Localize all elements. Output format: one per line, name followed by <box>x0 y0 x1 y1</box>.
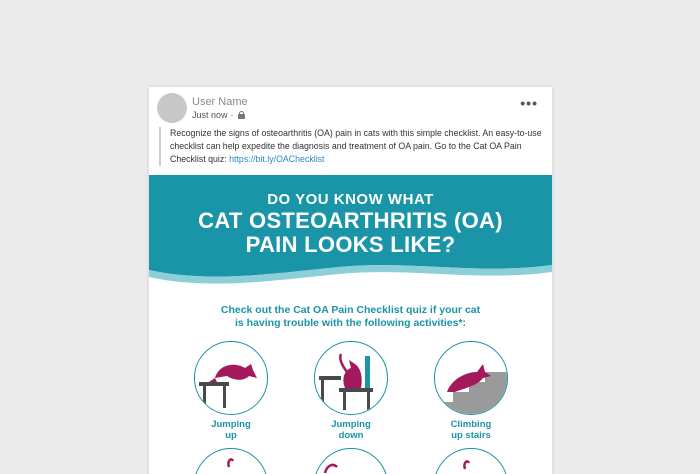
activity-label-line-1: Jumping <box>211 419 251 430</box>
post-header <box>149 87 552 121</box>
activity-label-line-2: down <box>338 430 364 441</box>
activity-label <box>186 419 276 441</box>
post-meta <box>192 110 245 120</box>
post-body: Recognize the signs of osteoarthritis (OA) pain in cats with this simple checklist. An easy-to-use checklist can help expedite the diagnosis and treatment of OA pain. Go to the Cat OA Pain Checklist quiz: <box>170 128 542 164</box>
banner-line-1: DO YOU KNOW WHAT <box>267 191 434 208</box>
activity-climbing-stairs <box>426 341 516 441</box>
activity-label <box>306 419 396 441</box>
infographic-subtitle <box>149 304 552 330</box>
activity-jumping-down <box>306 341 396 441</box>
infographic-banner <box>149 175 552 285</box>
climbing-stairs-illustration <box>434 341 508 415</box>
meta-separator: · <box>230 110 234 120</box>
jumping-down-illustration <box>314 341 388 415</box>
jumping-up-illustration <box>194 341 268 415</box>
subtitle-line-2: is having trouble with the following activities*: <box>234 317 467 329</box>
timestamp[interactable]: Just now <box>192 110 228 120</box>
subtitle-line-1: Check out the Cat OA Pain Checklist quiz if your cat <box>220 304 481 316</box>
user-name[interactable]: User Name <box>192 96 248 108</box>
activity-label-line-1: Climbing <box>450 419 492 430</box>
activity-label <box>426 419 516 441</box>
avatar[interactable] <box>157 93 187 123</box>
activity-label-line-1: Jumping <box>331 419 371 430</box>
banner-line-3: PAIN LOOKS LIKE? <box>245 232 456 257</box>
banner-line-2: CAT OSTEOARTHRITIS (OA) <box>198 208 503 233</box>
activity-label-line-2: up <box>225 430 237 441</box>
more-options-icon[interactable]: ••• <box>520 95 538 111</box>
checklist-link[interactable]: https://bit.ly/OAChecklist <box>229 154 325 164</box>
activity-jumping-up <box>186 341 276 441</box>
activity-label-line-2: up stairs <box>451 430 491 441</box>
post-text <box>159 127 544 166</box>
lock-icon <box>238 111 245 119</box>
